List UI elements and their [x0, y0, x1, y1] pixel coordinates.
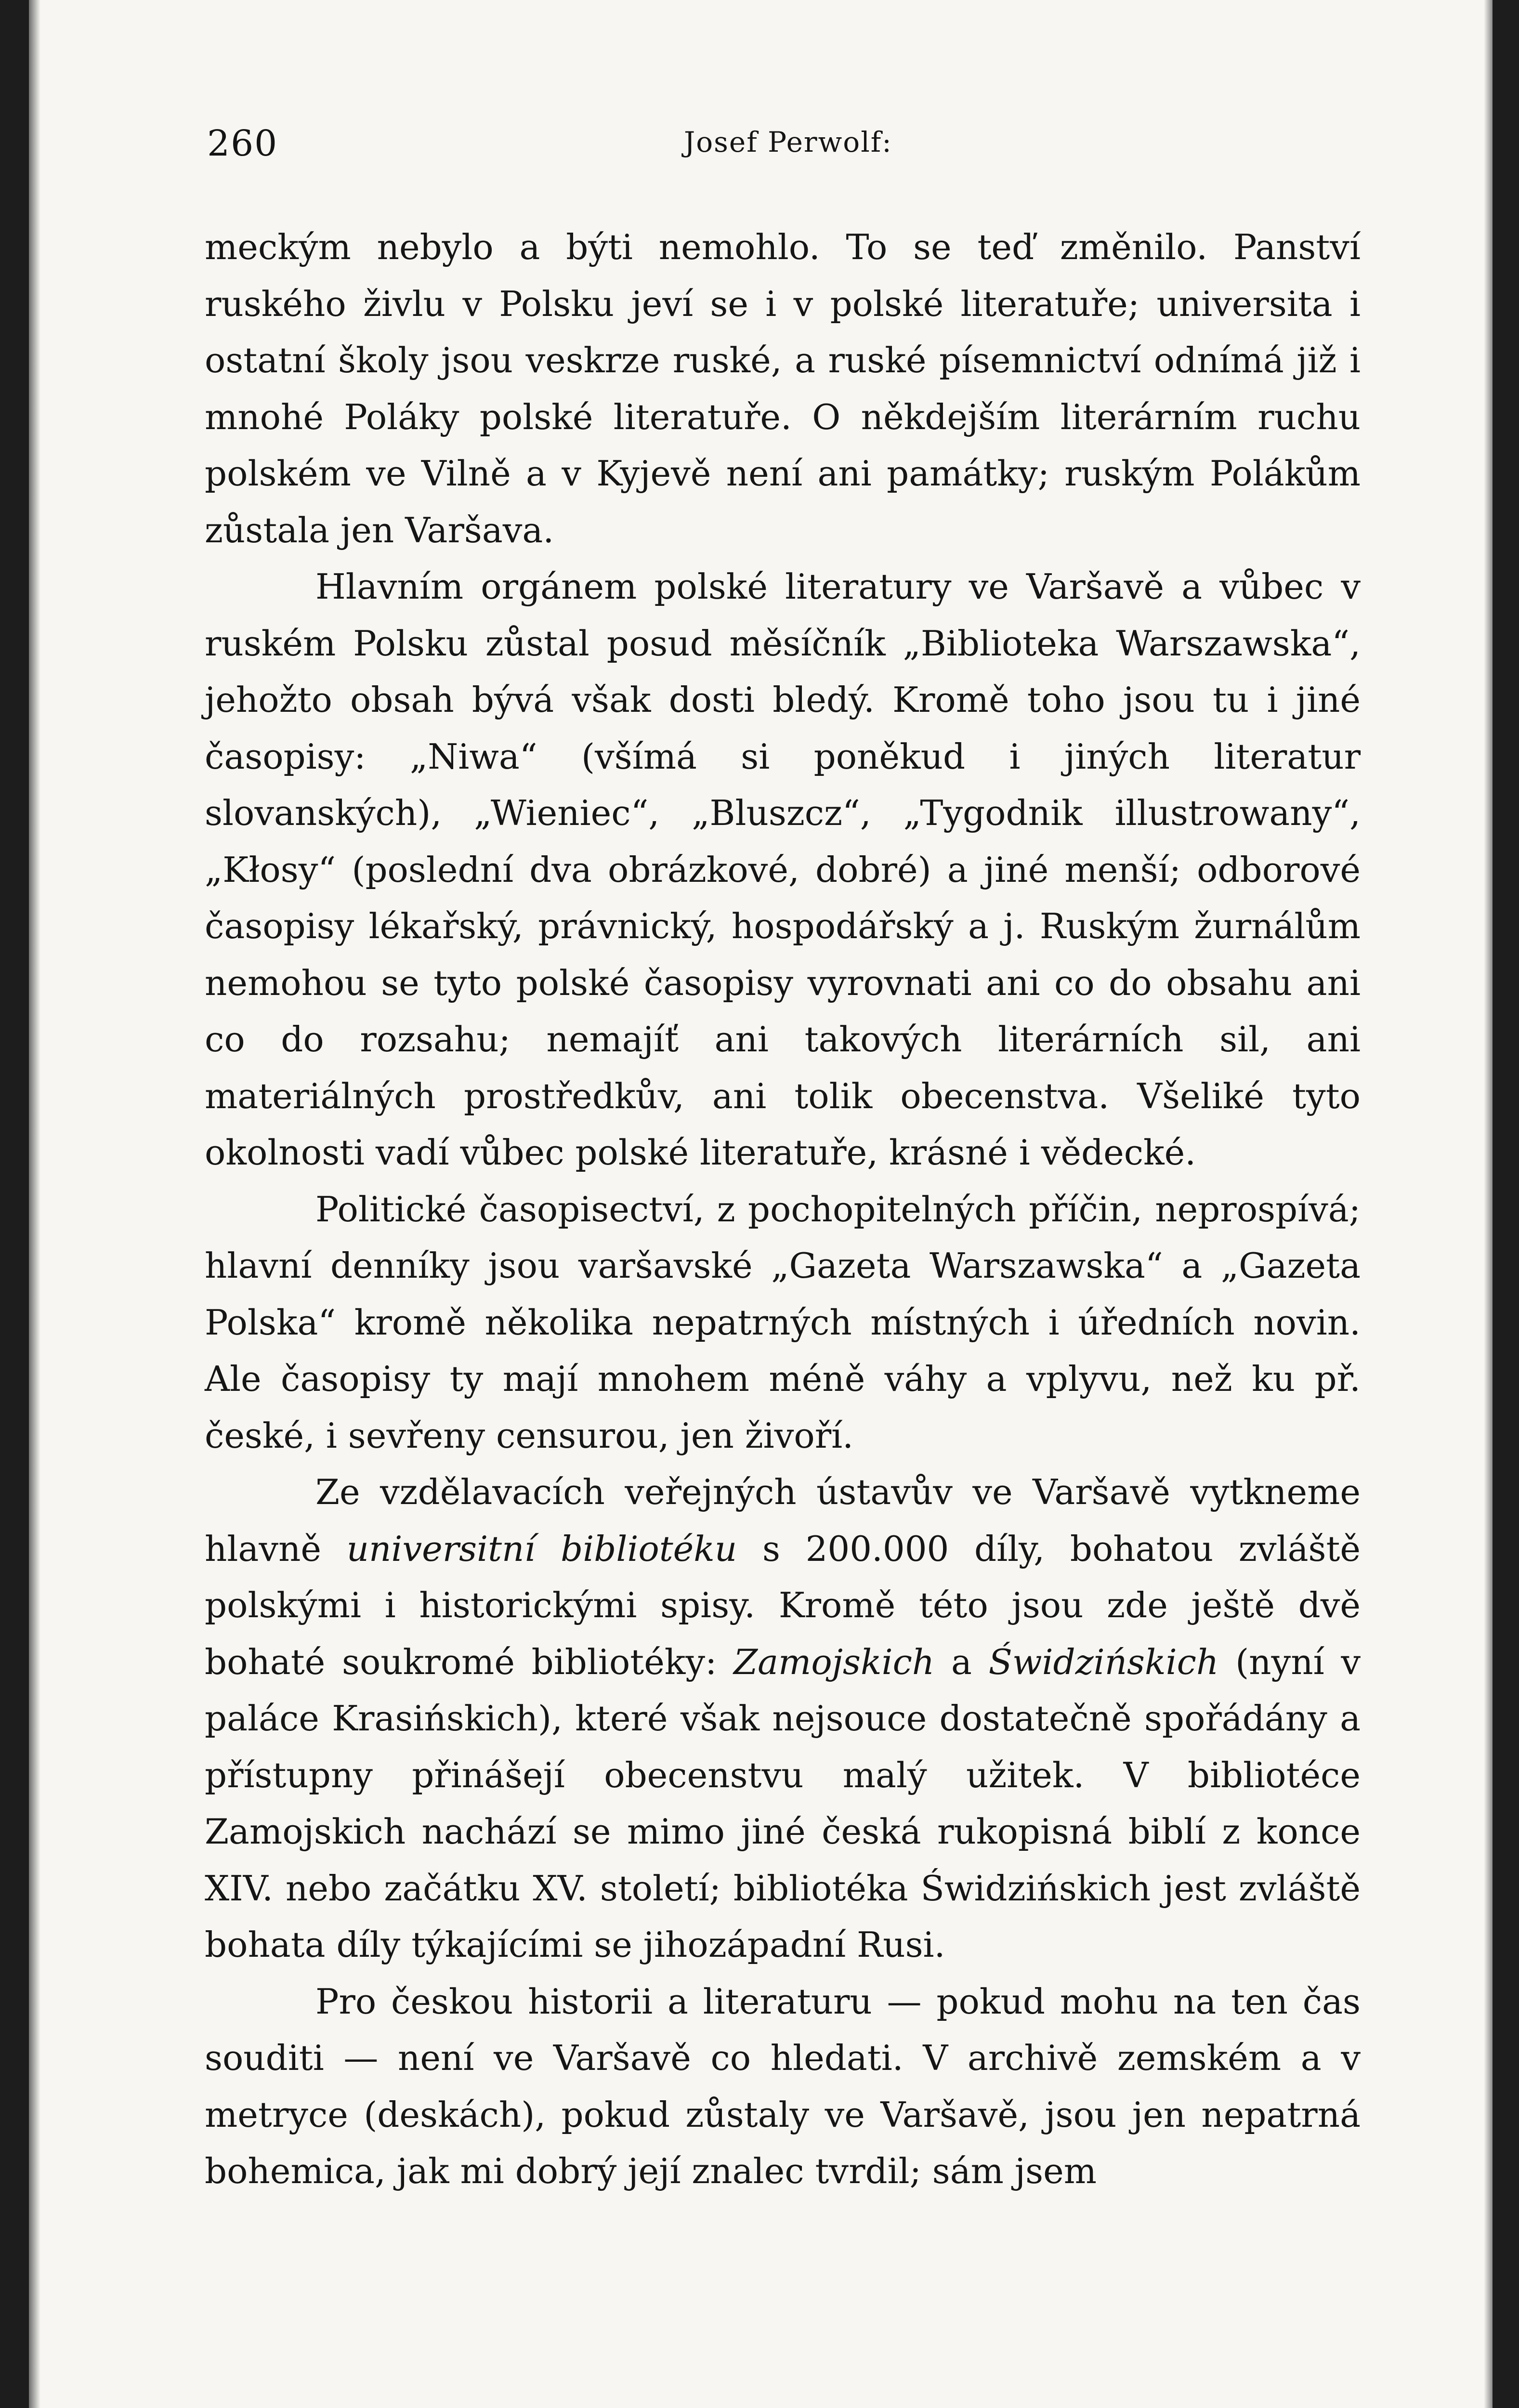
body-text — [205, 219, 1361, 2200]
paragraph-4 — [205, 1464, 1361, 1974]
scan-left-shadow — [29, 0, 40, 2408]
scan-right-edge — [1493, 0, 1519, 2408]
paragraph-3: Politické časopisectví, z pochopitelných příčin, neprospívá; hlavní denníky jsou varšavské „Gazeta Warszawska“ a „Gazeta Polska“ kromě několika nepatrných místných i úředních novin. Ale časopisy ty mají mnohem méně váhy a vplyvu, než ku př. české, i sevřeny censurou, jen živoří. — [205, 1189, 1361, 1456]
paragraph-1: meckým nebylo a býti nemohlo. To se teď změnilo. Panství ruského živlu v Polsku jeví se i v polské literatuře; universita i ostatní školy jsou veskrze ruské, a ruské písemnictví odnímá již i mnohé Poláky polské literatuře. O někdejším literárním ruchu polském ve Vilně a v Kyjevě není ani památky; ruským Polákům zůstala jen Varšava. — [205, 227, 1361, 550]
paragraph-4-text-3: a — [934, 1641, 989, 1682]
page-header — [202, 123, 1368, 166]
paragraph-4-italic-university-library: universitní bibliotéku — [346, 1528, 737, 1569]
paragraph-4-italic-swidzinskich: Świdzińskich — [988, 1641, 1219, 1682]
paragraph-4-text-1: Ze vzdělavacích veřejných ústavův ve Varšavě vytkneme hlavně — [205, 1472, 1361, 1569]
paragraph-4-text-4: (nyní v paláce Krasińskich), které však nejsouce dostatečně spořádány a přístupny přinášejí obecenstvu malý užitek. V bibliotéce Zamojskich nachází se mimo jiné česká rukopisná biblí z konce XIV. nebo začátku XV. století; bibliotéka Świdzińskich jest zvláště bohata díly týkajícími se jihozápadní Rusi. — [205, 1641, 1361, 1965]
paragraph-5: Pro českou historii a literaturu — pokud mohu na ten čas souditi — není ve Varšavě co hledati. V archivě zemském a v metryce (deskách), pokud zůstaly ve Varšavě, jsou jen nepatrná bohemica, jak mi dobrý její znalec tvrdil; sám jsem — [205, 1981, 1361, 2191]
paragraph-4-text-2: s 200.000 díly, bohatou zvláště polskými i historickými spisy. Kromě této jsou zde ještě dvě bohaté soukromé bibliotéky: — [205, 1528, 1361, 1682]
scan-left-edge — [0, 0, 29, 2408]
paragraph-2: Hlavním orgánem polské literatury ve Varšavě a vůbec v ruském Polsku zůstal posud měsíčník „Biblioteka Warszawska“, jehožto obsah bývá však dosti bledý. Kromě toho jsou tu i jiné časopisy: „Niwa“ (všímá si poněkud i jiných literatur slovanských), „Wieniec“, „Bluszcz“, „Tygodnik illustrowany“, „Kłosy“ (poslední dva obrázkové, dobré) a jiné menší; odborové časopisy lékařský, právnický, hospodářský a j. Ruským žurnálům nemohou se tyto polské časopisy vyrovnati ani co do obsahu ani co do rozsahu; nemajíť ani takových literárních sil, ani materiálných prostředkův, ani tolik obecenstva. Všeliké tyto okolnosti vadí vůbec polské literatuře, krásné i vědecké. — [205, 566, 1361, 1173]
paragraph-4-italic-zamojskich: Zamojskich — [733, 1641, 935, 1682]
running-head: Josef Perwolf: — [684, 126, 892, 158]
page-number: 260 — [207, 123, 278, 164]
scan-right-shadow — [1484, 0, 1493, 2408]
